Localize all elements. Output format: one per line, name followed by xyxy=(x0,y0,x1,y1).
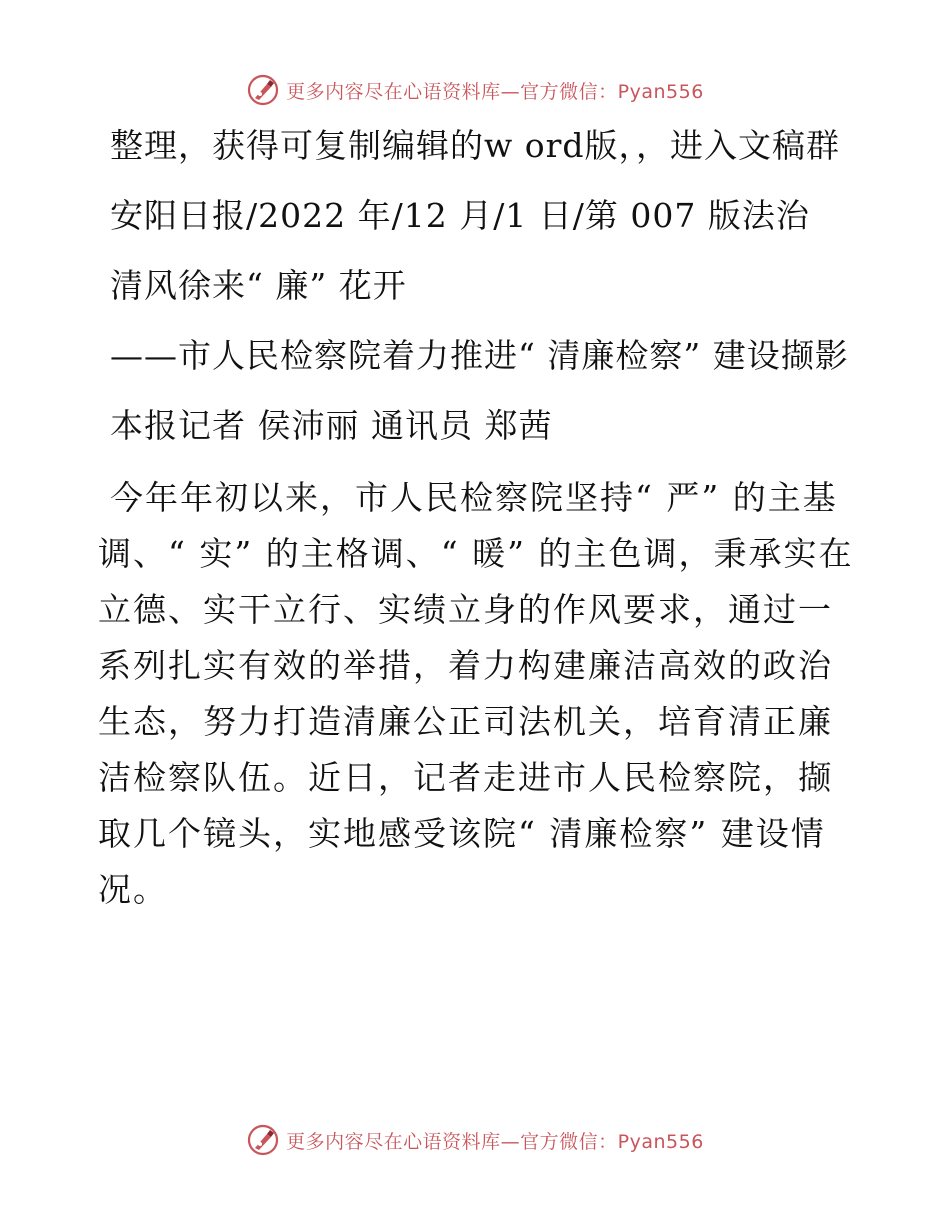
pen-logo-icon xyxy=(246,1123,280,1157)
watermark-text: 更多内容尽在心语资料库—官方微信：Pyan556 xyxy=(286,80,704,103)
header-watermark-banner xyxy=(0,70,950,110)
document-body xyxy=(98,120,858,936)
byline: 本报记者 侯沛丽 通讯员 郑茜 xyxy=(110,406,553,445)
article-subtitle: ——市人民检察院着力推进“ 清廉检察” 建设撷影 xyxy=(110,336,849,375)
pen-logo-icon xyxy=(246,73,280,107)
article-title: 清风徐来“ 廉” 花开 xyxy=(110,266,407,305)
article-paragraph: 今年年初以来，市人民检察院坚持“ 严” 的主基调、“ 实” 的主格调、“ 暖” 的主色调，秉承实在立德、实干立行、实绩立身的作风要求，通过一系列扎实有效的举措，着力构建廉洁高效的政治生态，努力打造清廉公正司法机关，培育清正廉洁检察队伍。近日，记者走进市人民检察院，撷取几个镜头，实地感受该院“ 清廉检察” 建设情况。 xyxy=(98,478,854,909)
watermark-text: 更多内容尽在心语资料库—官方微信：Pyan556 xyxy=(286,1130,704,1153)
intro-note: 整理，获得可复制编辑的w ord版，，进入文稿群 xyxy=(110,126,841,165)
footer-watermark-banner xyxy=(0,1120,950,1160)
source-line: 安阳日报/2022 年/12 月/1 日/第 007 版法治 xyxy=(110,196,810,235)
